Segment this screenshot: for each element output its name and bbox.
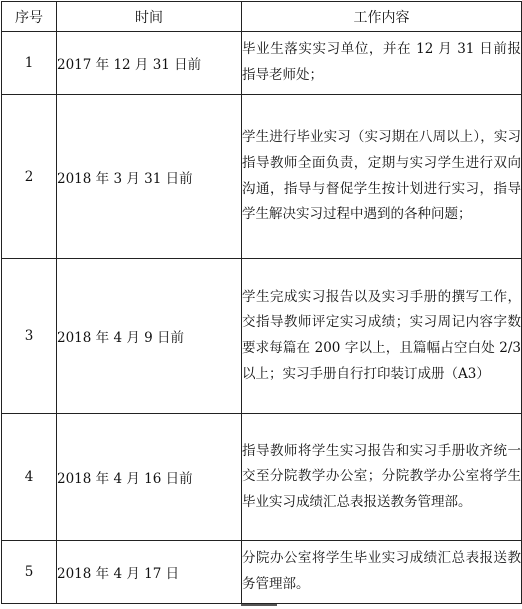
- row-content: 分院办公室将学生毕业实习成绩汇总表报送教务管理部。: [242, 541, 522, 604]
- row-time: 2018 年 4 月 16 日前: [57, 414, 242, 541]
- page-footer-rule: [241, 604, 277, 606]
- row-content: 毕业生落实实习单位，并在 12 月 31 日前报指导老师处；: [242, 32, 522, 95]
- row-index: 3: [2, 259, 57, 414]
- row-time: 2018 年 3 月 31 日前: [57, 95, 242, 259]
- table-row: [2, 414, 522, 541]
- row-content: 指导教师将学生实习报告和实习手册收齐统一交至分院教学办公室；分院教学办公室将学生毕业实习成绩汇总表报送教务管理部。: [242, 414, 522, 541]
- table-row: [2, 541, 522, 604]
- row-index: 4: [2, 414, 57, 541]
- internship-schedule-table: [1, 1, 522, 604]
- row-content: 学生进行毕业实习（实习期在八周以上），实习指导教师全面负责，定期与实习学生进行双向沟通，指导与督促学生按计划进行实习，指导学生解决实习过程中遇到的各种问题；: [242, 95, 522, 259]
- table-row: [2, 95, 522, 259]
- row-time: 2017 年 12 月 31 日前: [57, 32, 242, 95]
- header-time: 时间: [57, 2, 242, 32]
- table-row: [2, 259, 522, 414]
- row-content: 学生完成实习报告以及实习手册的撰写工作，交指导教师评定实习成绩；实习周记内容字数要求每篇在 200 字以上，且篇幅占空白处 2/3 以上；实习手册自行打印装订成册（A3）: [242, 259, 522, 414]
- row-time: 2018 年 4 月 17 日: [57, 541, 242, 604]
- header-content: 工作内容: [242, 2, 522, 32]
- row-index: 1: [2, 32, 57, 95]
- row-index: 2: [2, 95, 57, 259]
- row-time: 2018 年 4 月 9 日前: [57, 259, 242, 414]
- table-header-row: [2, 2, 522, 32]
- table-row: [2, 32, 522, 95]
- header-index: 序号: [2, 2, 57, 32]
- row-index: 5: [2, 541, 57, 604]
